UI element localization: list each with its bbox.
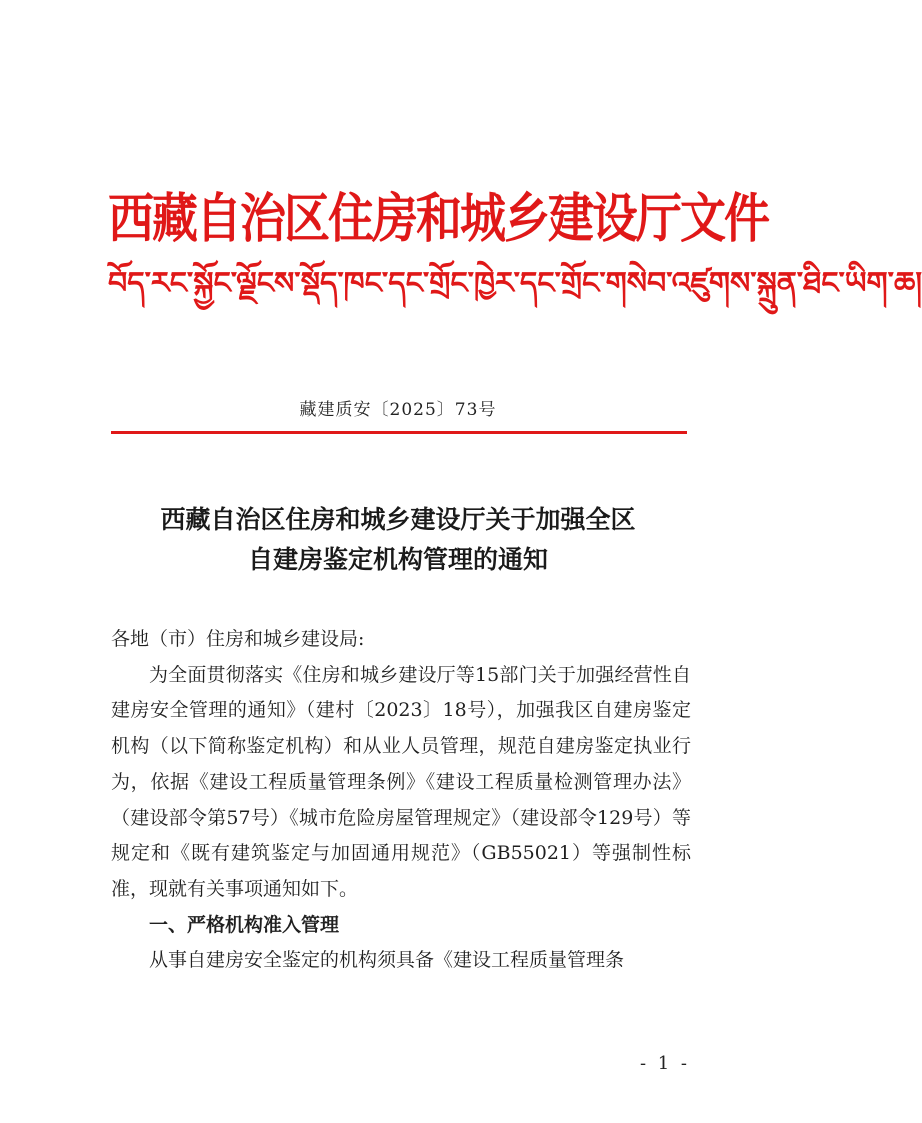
notice-body [111,622,691,979]
notice-title-line-2: 自建房鉴定机构管理的通知 [247,545,548,574]
section-heading-1: 一、严格机构准入管理 [149,913,340,936]
page-number: - 1 - [639,1053,690,1074]
body-paragraph-1: 为全面贯彻落实《住房和城乡建设厅等15部门关于加强经营性自建房安全管理的通知》（建村〔2023〕18号），加强我区自建房鉴定机构（以下简称鉴定机构）和从业人员管理，规范自建房鉴定执业行为，依据《建设工程质量管理条例》《建设工程质量检测管理办法》（建设部令第57号）《城市危险房屋管理规定》（建设部令129号）等规定和《既有建筑鉴定与加固通用规范》（GB55021）等强制性标准，现就有关事项通知如下。 [111,663,691,900]
notice-title-line-1: 西藏自治区住房和城乡建设厅关于加强全区 [160,505,636,534]
salutation: 各地（市）住房和城乡建设局: [111,628,365,650]
issuing-authority-tibetan: བོད་རང་སྐྱོང་ལྗོངས་སྡོད་ཁང་དང་གྲོང་ཁྱེར་དང་གྲོང་གསེབ་འཛུགས་སྐྲུན་ཐིང་ཡིག་ཆ། [108,266,922,301]
red-divider-line [111,431,687,434]
body-paragraph-2: 从事自建房安全鉴定的机构须具备《建设工程质量管理条 [149,949,625,972]
document-number: 藏建质安〔2025〕73号 [299,400,497,420]
issuing-authority-title: 西藏自治区住房和城乡建设厅文件 [108,186,768,250]
notice-title [100,500,696,580]
